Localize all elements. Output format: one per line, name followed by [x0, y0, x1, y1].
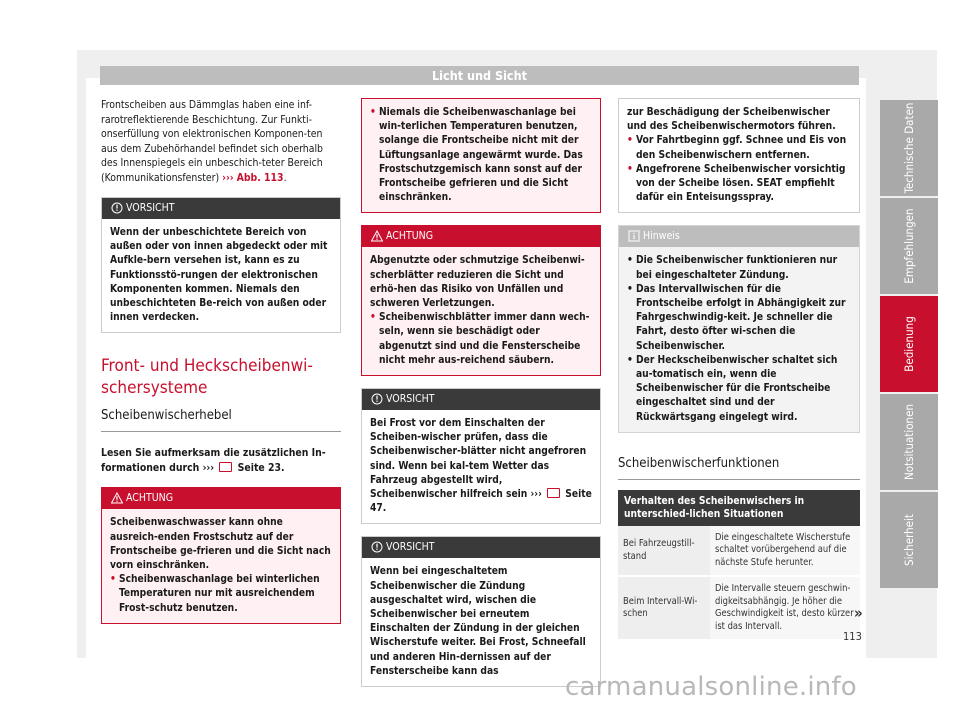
- hint-label: Hinweis: [643, 230, 680, 243]
- tab-label: Notsituationen: [902, 403, 916, 481]
- column-1: [101, 98, 341, 636]
- read-text: Lesen Sie aufmerksam die zusätzlichen In-formationen durch: [101, 447, 326, 474]
- warning-text: Abgenutzte oder schmutzige Scheibenwi-scherblätter reduzieren die Sicht und erhö-hen das Risiko von Unfällen und schweren Verletzungen.: [370, 255, 585, 310]
- column-2: [361, 98, 601, 699]
- tab-empfehlungen[interactable]: [880, 198, 938, 294]
- warning-label: ACHTUNG: [386, 230, 434, 243]
- book-icon: [219, 462, 232, 472]
- intro-text: Frontscheiben aus Dämmglas haben eine inf-rarotreflektierende Beschichtung. Zur Funkti-onserfüllung von elektronischen Komponen-ten aus dem Zubehörhandel befindet sich oberhalb des Innenspiegels ein unbeschich-teter Bereich (Kommunikationsfenster): [101, 99, 323, 184]
- caution-text: Wenn bei eingeschaltetem Scheibenwischer die Zündung ausgeschaltet wird, wischen die Scheibenwischer bei erneutem Einschalten der Zündung in der gleichen Wischerstufe weiter. Bei Frost, Schneefall und anderen Hin-dernissen auf der Fensterscheibe kann das: [370, 566, 586, 677]
- caution-header: [102, 198, 340, 219]
- warning-body: [102, 509, 340, 622]
- ref-arrows: ›››: [222, 171, 234, 184]
- caution-bullet: • Angefrorene Scheibenwischer vorsichtig von der Scheibe lösen. SEAT empfiehlt dafür ein Enteisungsspray.: [627, 163, 851, 206]
- warning-triangle-icon: [371, 230, 383, 242]
- caution-label: VORSICHT: [126, 202, 175, 214]
- tab-bedienung[interactable]: [880, 296, 938, 392]
- caution-text: Bei Frost vor dem Einschalten der Scheiben-wischer prüfen, dass die Scheibenwischer-blätter nicht angefroren sind. Wenn bei kal-tem Wetter das Fahrzeug abgestellt wird, Scheibenwischer hilfreich sein: [370, 418, 587, 501]
- hint-bullet: • Das Intervallwischen für die Frontscheibe erfolgt in Abhängigkeit zur Fahrgeschwindig-keit. Je schneller die Fahrt, desto öfter wi-schen die Scheibenwischer.: [627, 283, 851, 354]
- read-end: .: [281, 461, 285, 474]
- warning-header: [102, 488, 340, 509]
- table-row: [618, 576, 860, 640]
- tab-label: Empfehlungen: [902, 208, 916, 284]
- wiper-behavior-table: [618, 490, 860, 642]
- tab-notsituationen[interactable]: [880, 394, 938, 490]
- table-cell-situation: Bei Fahrzeugstill-stand: [618, 526, 710, 577]
- caution-text: Wenn der unbeschichtete Bereich von außen oder von innen abgedeckt oder mit Aufkle-bern versehen ist, kann es zu Funktionsstö-rungen der elektronischen Komponenten kommen. Niemals den unbeschichteten Be-reich von außen oder innen verdecken.: [110, 227, 328, 324]
- warning-text: Scheibenwaschwasser kann ohne ausreich-enden Frostschutz auf der Frontscheibe ge-frieren und die Sicht nach vorn einschränken.: [110, 517, 331, 572]
- info-icon: [628, 230, 640, 242]
- caution-box-continued: [618, 98, 860, 213]
- warning-label: ACHTUNG: [126, 492, 174, 505]
- watermark: carmanualsonline.info: [565, 672, 857, 702]
- tab-sicherheit[interactable]: [880, 492, 938, 588]
- tab-label: Bedienung: [902, 316, 916, 372]
- caution-header: [362, 389, 600, 410]
- caution-header: [362, 537, 600, 558]
- continue-mark: »: [854, 604, 863, 622]
- ref-arrows: ›››: [530, 489, 542, 501]
- warning-header: [362, 226, 600, 247]
- tab-label: Technische Daten: [902, 102, 916, 194]
- read-paragraph: [101, 446, 341, 475]
- caution-box: [101, 197, 341, 333]
- warning-bullet: • Scheibenwischblätter immer dann wech-seln, wenn sie beschädigt oder abgenutzt sind und die Fensterscheibe nicht mehr aus-reichend säubern.: [370, 311, 592, 368]
- warning-box: [101, 487, 341, 623]
- warning-triangle-icon: [111, 492, 123, 504]
- subsection-title: Scheibenwischerhebel: [101, 407, 341, 432]
- table-cell-situation: Beim Intervall-Wi-schen: [618, 576, 710, 640]
- chapter-header: Licht und Sicht: [100, 66, 859, 85]
- warning-box-continued: [361, 98, 601, 213]
- hint-body: [619, 247, 859, 431]
- caution-text: zur Beschädigung der Scheibenwischer und des Scheibenwischermotors führen.: [627, 107, 836, 133]
- caution-box: [361, 536, 601, 687]
- hint-bullet: • Die Scheibenwischer funktionieren nur bei eingeschalteter Zündung.: [627, 254, 851, 282]
- table-cell-behavior: Die Intervalle steuern geschwin-digkeitsabhängig. Je höher die Geschwindigkeit ist, desto kürzer ist das Intervall.: [710, 576, 860, 640]
- caution-paragraph: [370, 417, 592, 516]
- page-link[interactable]: Seite 23: [237, 461, 282, 474]
- page-number: 113: [843, 630, 862, 643]
- hint-box: [618, 225, 860, 432]
- warning-bullet: • Niemals die Scheibenwaschanlage bei win-terlichen Temperaturen benutzen, solange die Frontscheibe nicht mit der Lüftungsanlage angewärmt wurde. Das Frostschutzgemisch kann sonst auf der Frontscheibe gefrieren und die Sicht einschränken.: [370, 106, 592, 205]
- caution-label: VORSICHT: [386, 541, 435, 554]
- info-circle-icon: [111, 202, 123, 214]
- warning-box: [361, 225, 601, 376]
- book-icon: [547, 488, 560, 498]
- caution-label: VORSICHT: [386, 393, 435, 406]
- warning-bullet: • Scheibenwaschanlage bei winterlichen Temperaturen nur mit ausreichendem Frost-schutz benutzen.: [110, 573, 332, 616]
- ref-arrows: ›››: [202, 461, 215, 474]
- caution-bullet: • Vor Fahrtbeginn ggf. Schnee und Eis von den Scheibenwischern entfernen.: [627, 134, 851, 162]
- info-circle-icon: [371, 393, 383, 405]
- tab-label: Sicherheit: [902, 514, 916, 566]
- intro-paragraph: [101, 98, 341, 185]
- tab-technische-daten[interactable]: [880, 100, 938, 196]
- intro-end: .: [283, 171, 287, 184]
- caution-body: [362, 558, 600, 686]
- table-cell-behavior: Die eingeschaltete Wischerstufe schaltet vorübergehend auf die nächste Stufe herunter.: [710, 526, 860, 577]
- caution-end: .: [382, 503, 387, 515]
- column-3: [618, 98, 860, 641]
- hint-bullet: • Der Heckscheibenwischer schaltet sich au-tomatisch ein, wenn die Scheibenwischer für die Frontscheibe eingeschaltet sind und der Rückwärtsgang eingelegt wird.: [627, 354, 851, 425]
- caution-box: [361, 388, 601, 524]
- figure-link[interactable]: Abb. 113: [236, 171, 284, 184]
- table-header: Verhalten des Scheibenwischers in unterschied-lichen Situationen: [618, 490, 860, 526]
- warning-body: [362, 247, 600, 375]
- subsection-title: Scheibenwischerfunktionen: [618, 455, 860, 480]
- section-title: Front- und Heckscheibenwi-schersysteme: [101, 356, 313, 399]
- caution-body: [619, 99, 859, 212]
- caution-body: [102, 219, 340, 332]
- table-row: [618, 526, 860, 577]
- caution-body: [362, 410, 600, 523]
- page-link[interactable]: Seite 47: [370, 489, 592, 515]
- info-circle-icon: [371, 541, 383, 553]
- warning-body: [362, 99, 600, 212]
- hint-header: [619, 226, 859, 247]
